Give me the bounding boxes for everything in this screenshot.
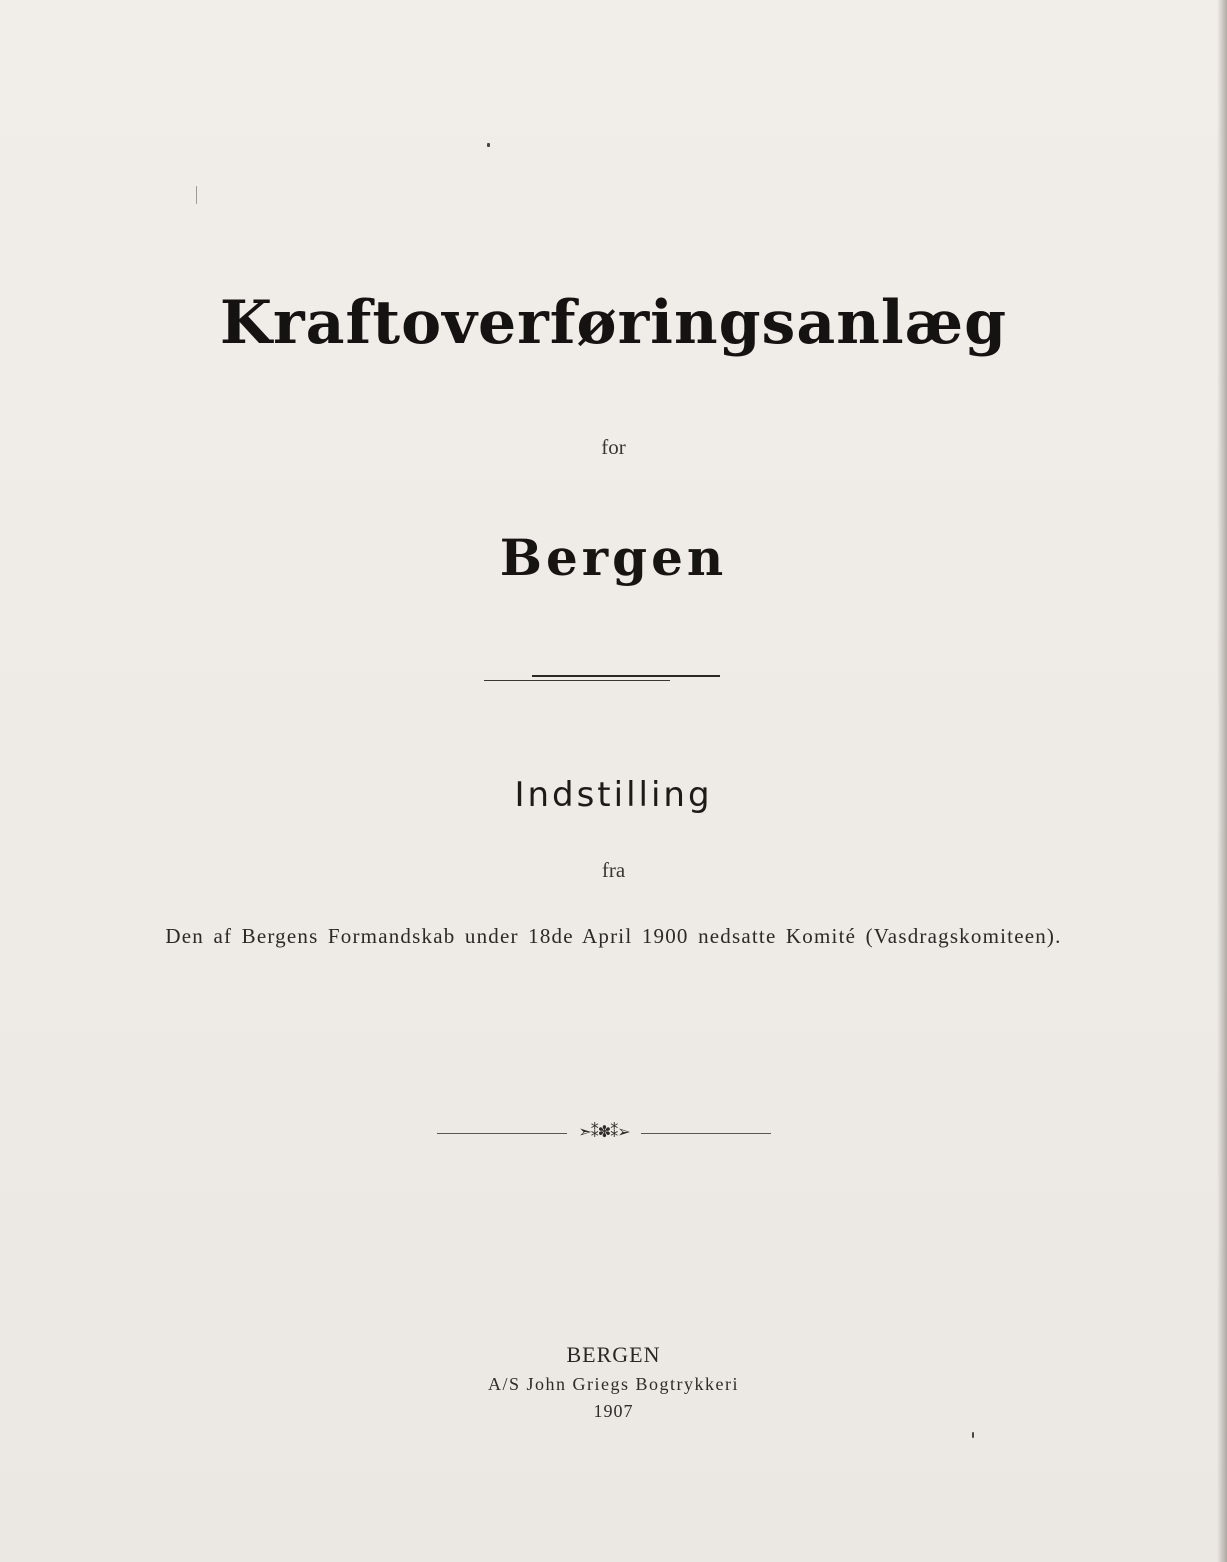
paper-speck: [196, 186, 197, 204]
page-edge-shadow: [1217, 0, 1227, 1562]
committee-line: Den af Bergens Formandskab under 18de April 1900 nedsatte Komité (Vasdragskomiteen).: [165, 924, 1062, 948]
document-subtitle: Indstilling: [514, 775, 713, 815]
imprint-city: BERGEN: [566, 1342, 661, 1367]
ornament-line-right: [641, 1133, 771, 1134]
document-title: Kraftoverføringsanlæg: [219, 288, 1008, 358]
rule-lower: [484, 680, 670, 681]
ornament-icon: ➣⁑✽⁑➢: [578, 1122, 630, 1141]
for-word: for: [601, 435, 626, 459]
imprint-printer: A/S John Griegs Bogtrykkeri: [488, 1374, 739, 1394]
fra-word: fra: [601, 858, 626, 882]
double-rule-divider: [484, 675, 720, 683]
rule-upper: [532, 675, 720, 677]
city-heading: Bergen: [499, 528, 728, 587]
ornament-line-left: [437, 1133, 567, 1134]
paper-speck: [972, 1432, 974, 1438]
paper-speck: [487, 143, 490, 147]
ornament-divider: [437, 1122, 771, 1144]
imprint-year: 1907: [593, 1401, 634, 1421]
